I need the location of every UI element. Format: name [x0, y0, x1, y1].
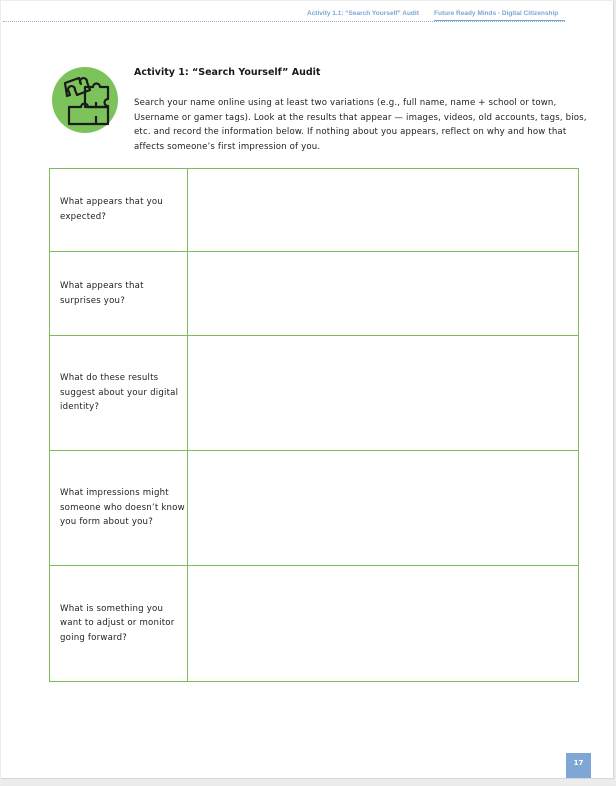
- question-cell: What is something you want to adjust or monitor going forward?: [50, 566, 188, 682]
- header-underline: [434, 20, 565, 21]
- answer-cell[interactable]: [187, 451, 578, 566]
- question-cell: What appears that surprises you?: [50, 252, 188, 336]
- header-rule: [3, 21, 565, 22]
- answer-cell[interactable]: [187, 169, 578, 252]
- table-row: [50, 336, 579, 451]
- table-row: [50, 566, 579, 682]
- question-cell: What impressions might someone who doesn’t know you form about you?: [50, 451, 188, 566]
- activity-title: Activity 1: “Search Yourself” Audit: [134, 67, 321, 78]
- answer-cell[interactable]: [187, 336, 578, 451]
- header-course: Future Ready Minds - Digital Citizenship: [434, 10, 559, 17]
- activity-instructions: Search your name online using at least two variations (e.g., full name, name + school or town, Username or gamer tags). Look at the results that appear — images, videos, old accounts, tags, bios, etc. and record the information below. If nothing about you appears, reflect on why and how that affects someone’s first impression of you.: [134, 98, 587, 152]
- table-row: [50, 451, 579, 566]
- question-cell: What appears that you expected?: [50, 169, 188, 252]
- reflection-table: [49, 168, 579, 682]
- question-cell: What do these results suggest about your digital identity?: [50, 336, 188, 451]
- answer-cell[interactable]: [187, 252, 578, 336]
- header-activity: Activity 1.1: “Search Yourself” Audit: [307, 10, 419, 17]
- page-number-badge: 17: [566, 753, 591, 778]
- table-row: [50, 169, 579, 252]
- puzzle-pieces-icon: [52, 67, 118, 133]
- table-row: [50, 252, 579, 336]
- answer-cell[interactable]: [187, 566, 578, 682]
- document-page: [1, 1, 614, 779]
- activity-logo: [52, 67, 118, 133]
